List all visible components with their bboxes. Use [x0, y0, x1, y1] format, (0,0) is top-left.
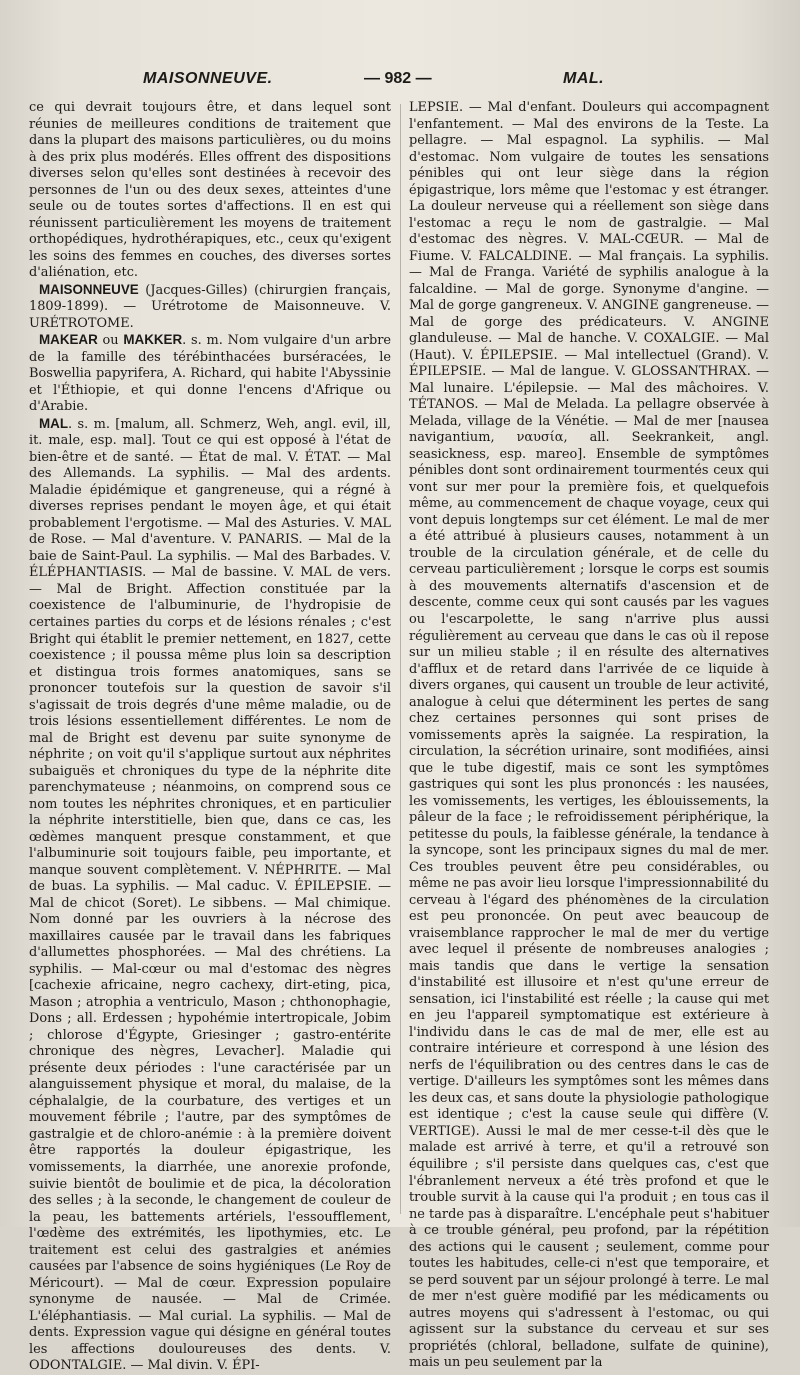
header-left-entry: MAISONNEUVE. — [143, 70, 273, 87]
left-column — [29, 100, 391, 1375]
entry-connector-ou: ou — [97, 333, 124, 349]
entry-head-maisonneuve: MAISONNEUVE — [39, 281, 139, 297]
entry-head-makker: MAKKER — [123, 332, 183, 348]
entry-mal — [29, 416, 391, 1375]
header-right-entry: MAL. — [563, 70, 605, 87]
column-divider — [400, 104, 401, 1214]
page-number: — 982 — — [364, 70, 432, 87]
entry-makear — [29, 332, 391, 416]
entry-maisonneuve — [29, 282, 391, 333]
right-column — [409, 100, 769, 1372]
entry-body-mal: . s. m. [malum, all. Schmerz, Weh, angl. evil, ill, it. male, esp. mal]. Tout ce qui est opposé à l'état de bien-être et de santé. — État de mal. V. ÉTAT. — Mal des Allemands. La syphilis. — Mal des ardents. Maladie épidémique et gangreneuse, qui a régné à diverses reprises pendant le moyen âge, et qui était probablement l'ergotisme. — Mal des Asturies. V. MAL de Rose. — Mal d'aventure. V. PANARIS. — Mal de la baie de Saint-Paul. La syphilis. — Mal des Barbades. V. ÉLÉPHANTIASIS. — Mal de bassine. V. MAL de vers. — Mal de Bright. Affection constituée par la coexistence de l'albuminurie, de l'hydropisie de certaines parties du corps et de lésions rénales ; c'est Bright qui établit le premier nettement, en 1827, cette coexistence ; il poussa même plus loin sa description et distingua trois formes anatomiques, sans se prononcer toutefois sur la question de savoir s'il s'agissait de trois degrés d'une même maladie, ou de trois lésions essentiellement différentes. Le nom de mal de Bright est devenu par suite synonyme de néphrite ; on voit qu'il s'applique surtout aux néphrites subaiguës et chroniques du type de la néphrite dite parenchymateuse ; néanmoins, on comprend sous ce nom toutes les néphrites chroniques, et en particulier la néphrite interstitielle, bien que, dans ce cas, les œdèmes manquent presque constamment, et que l'albuminurie soit toujours faible, peu importante, et manque souvent complètement. V. NÉPHRITE. — Mal de buas. La syphilis. — Mal caduc. V. ÉPILEPSIE. — Mal de chicot (Soret). Le sibbens. — Mal chimique. Nom donné par les ouvriers à la nécrose des maxillaires causée par le travail dans les fabriques d'allumettes phosphorées. — Mal des chrétiens. La syphilis. — Mal-cœur ou mal d'estomac des nègres [cachexie africaine, negro cachexy, dirt-eting, pica, Mason ; atrophia a ventriculo, Mason ; chthonophagie, Dons ; all. Erdessen ; hypohémie intertropicale, Jobim ; chlorose d'Égypte, Griesinger ; gastro-entérite chronique des nègres, Levacher]. Maladie qui présente deux périodes : l'une caractérisée par un alanguissement physique et moral, du malaise, de la céphalalgie, de la courbature, des vertiges et un mouvement fébrile ; l'autre, par des symptômes de gastralgie et de chloro-anémie : à la première doivent être rapportés la douleur épigastrique, les vomissements, la diarrhée, une anorexie profonde, suivie bientôt de boulimie et de pica, la décoloration des selles ; à la seconde, le changement de couleur de la peau, les battements artériels, l'essoufflement, l'œdème des extrémités, les lipothymies, etc. Le traitement est celui des gastralgies et anémies causées par l'absence de soins hygiéniques (Le Roy de Méricourt). — Mal de cœur. Expression populaire synonyme de nausée. — Mal de Crimée. L'éléphantiasis. — Mal curial. La syphilis. — Mal de dents. Expression vague qui désigne en général toutes les affections douloureuses des dents. V. ODONTALGIE. — Mal divin. V. ÉPI- — [29, 416, 391, 1374]
entry-body-maisonneuve: (Jacques-Gilles) (chirurgien français, 1809-1899). — Urétrotome de Maisonneuve. V. URÉTROTOME. — [29, 282, 391, 331]
page-header — [0, 64, 800, 94]
entry-head-makear: MAKEAR — [39, 332, 98, 348]
entry-head-mal: MAL — [39, 415, 69, 431]
right-paragraph-1: LEPSIE. — Mal d'enfant. Douleurs qui accompagnent l'enfantement. — Mal des environs de la Teste. La pellagre. — Mal espagnol. La syphilis. — Mal d'estomac. Nom vulgaire de toutes les sensations pénibles qui ont leur siège dans la région épigastrique, lors même que l'estomac y est étranger. La douleur nerveuse qui a réellement son siège dans l'estomac a reçu le nom de gastralgie. — Mal d'estomac des nègres. V. MAL-CŒUR. — Mal de Fiume. V. FALCALDINE. — Mal français. La syphilis. — Mal de Franga. Variété de syphilis analogue à la falcaldine. — Mal de gorge. Synonyme d'angine. — Mal de gorge gangreneux. V. ANGINE gangreneuse. — Mal de gorge des prédicateurs. V. ANGINE glanduleuse. — Mal de hanche. V. COXALGIE. — Mal (Haut). V. ÉPILEPSIE. — Mal intellectuel (Grand). V. ÉPILEPSIE. — Mal de langue. V. GLOSSANTHRAX. — Mal lunaire. L'épilepsie. — Mal des mâchoires. V. TÉTANOS. — Mal de Melada. La pellagre observée à Melada, village de la Vénétie. — Mal de mer [nausea navigantium, ναυσία, all. Seekrankeit, angl. seasickness, esp. mareo]. Ensemble de symptômes pénibles dont sont ordinairement tourmentés ceux qui vont sur mer pour la première fois, et quelquefois même, au commencement de chaque voyage, ceux qui vont depuis longtemps sur cet élément. Le mal de mer a été attribué à plusieurs causes, notamment à un trouble de la circulation générale, et de celle du cerveau particulièrement ; lorsque le corps est soumis à des mouvements alternatifs d'ascension et de descente, comme ceux qui sont causés par les vagues ou l'escarpolette, le sang n'arrive plus aussi régulièrement au cerveau que dans le cas où il repose sur un milieu stable ; il en résulte des alternatives d'afflux et de retard dans l'arrivée de ce liquide à divers organes, qui causent un trouble de leur activité, analogue à celui que déterminent les pertes de sang chez certaines personnes qui sont prises de vomissements après la saignée. La respiration, la circulation, la sécrétion urinaire, sont modifiées, ainsi que le tube digestif, mais ce sont les symptômes gastriques qui sont les plus prononcés : les nausées, les vomissements, les vertiges, les éblouissements, la pâleur de la face ; le refroidissement périphérique, la petitesse du pouls, la faiblesse générale, la tendance à la syncope, sont les principaux signes du mal de mer. Ces troubles peuvent être peu considérables, ou même ne pas avoir lieu lorsque l'impressionnabilité du cerveau à l'égard des phénomènes de la circulation est peu prononcée. On peut avec beaucoup de vraisemblance rapprocher le mal de mer du vertige avec lequel il présente de nombreuses analogies ; mais tandis que dans le vertige la sensation d'instabilité est illusoire et n'est qu'une erreur de sensation, ici l'instabilité est réelle ; la cause qui met en jeu l'appareil symptomatique est extérieure à l'individu dans le cas de mal de mer, elle est au contraire intérieure et correspond à une lésion des nerfs de l'équilibration ou des centres dans le cas de vertige. D'ailleurs les symptômes sont les mêmes dans les deux cas, et sans doute la physiologie pathologique est identique ; c'est la cause seule qui diffère (V. VERTIGE). Aussi le mal de mer cesse-t-il dès que le malade est arrivé à terre, et qu'il a retrouvé son équilibre ; s'il persiste dans quelques cas, c'est que l'ébranlement nerveux a été très profond et que le trouble survit à la cause qui l'a produit ; en tous cas il ne tarde pas à disparaître. L'encéphale peut s'habituer à ce trouble général, peu profond, par la répétition des actions qui le causent ; seulement, comme pour toutes les habitudes, celle-ci n'est que temporaire, et se perd souvent par un séjour prolongé à terre. Le mal de mer n'est guère modifié par les médicaments ou autres moyens qui s'adressent à l'estomac, ou qui agissent sur la substance du cerveau et sur ses propriétés (chloral, belladone, sulfate de quinine), mais un peu seulement par la — [409, 100, 769, 1371]
entry-body-makear: . s. m. Nom vulgaire d'un arbre de la famille des térébinthacées burséracées, le Boswellia papyrifera, A. Richard, qui habite l'Abyssinie et l'Éthiopie, et qui donne l'encens d'Afrique ou d'Arabie. — [29, 333, 392, 415]
left-paragraph-1: ce qui devrait toujours être, et dans lequel sont réunies de meilleures conditions de traitement que dans la plupart des maisons particulières, ou du moins à des prix plus modérés. Elles offrent des dispositions diverses selon qu'elles sont destinées à recevoir des personnes de l'un ou des deux sexes, atteintes d'une seule ou de toutes sortes d'affections. Il en est qui réunissent particulièrement les moyens de traitement orthopédiques, hydrothérapiques, etc., ceux qu'exigent les soins des femmes en couches, des diverses sortes d'aliénation, etc. — [29, 100, 391, 281]
